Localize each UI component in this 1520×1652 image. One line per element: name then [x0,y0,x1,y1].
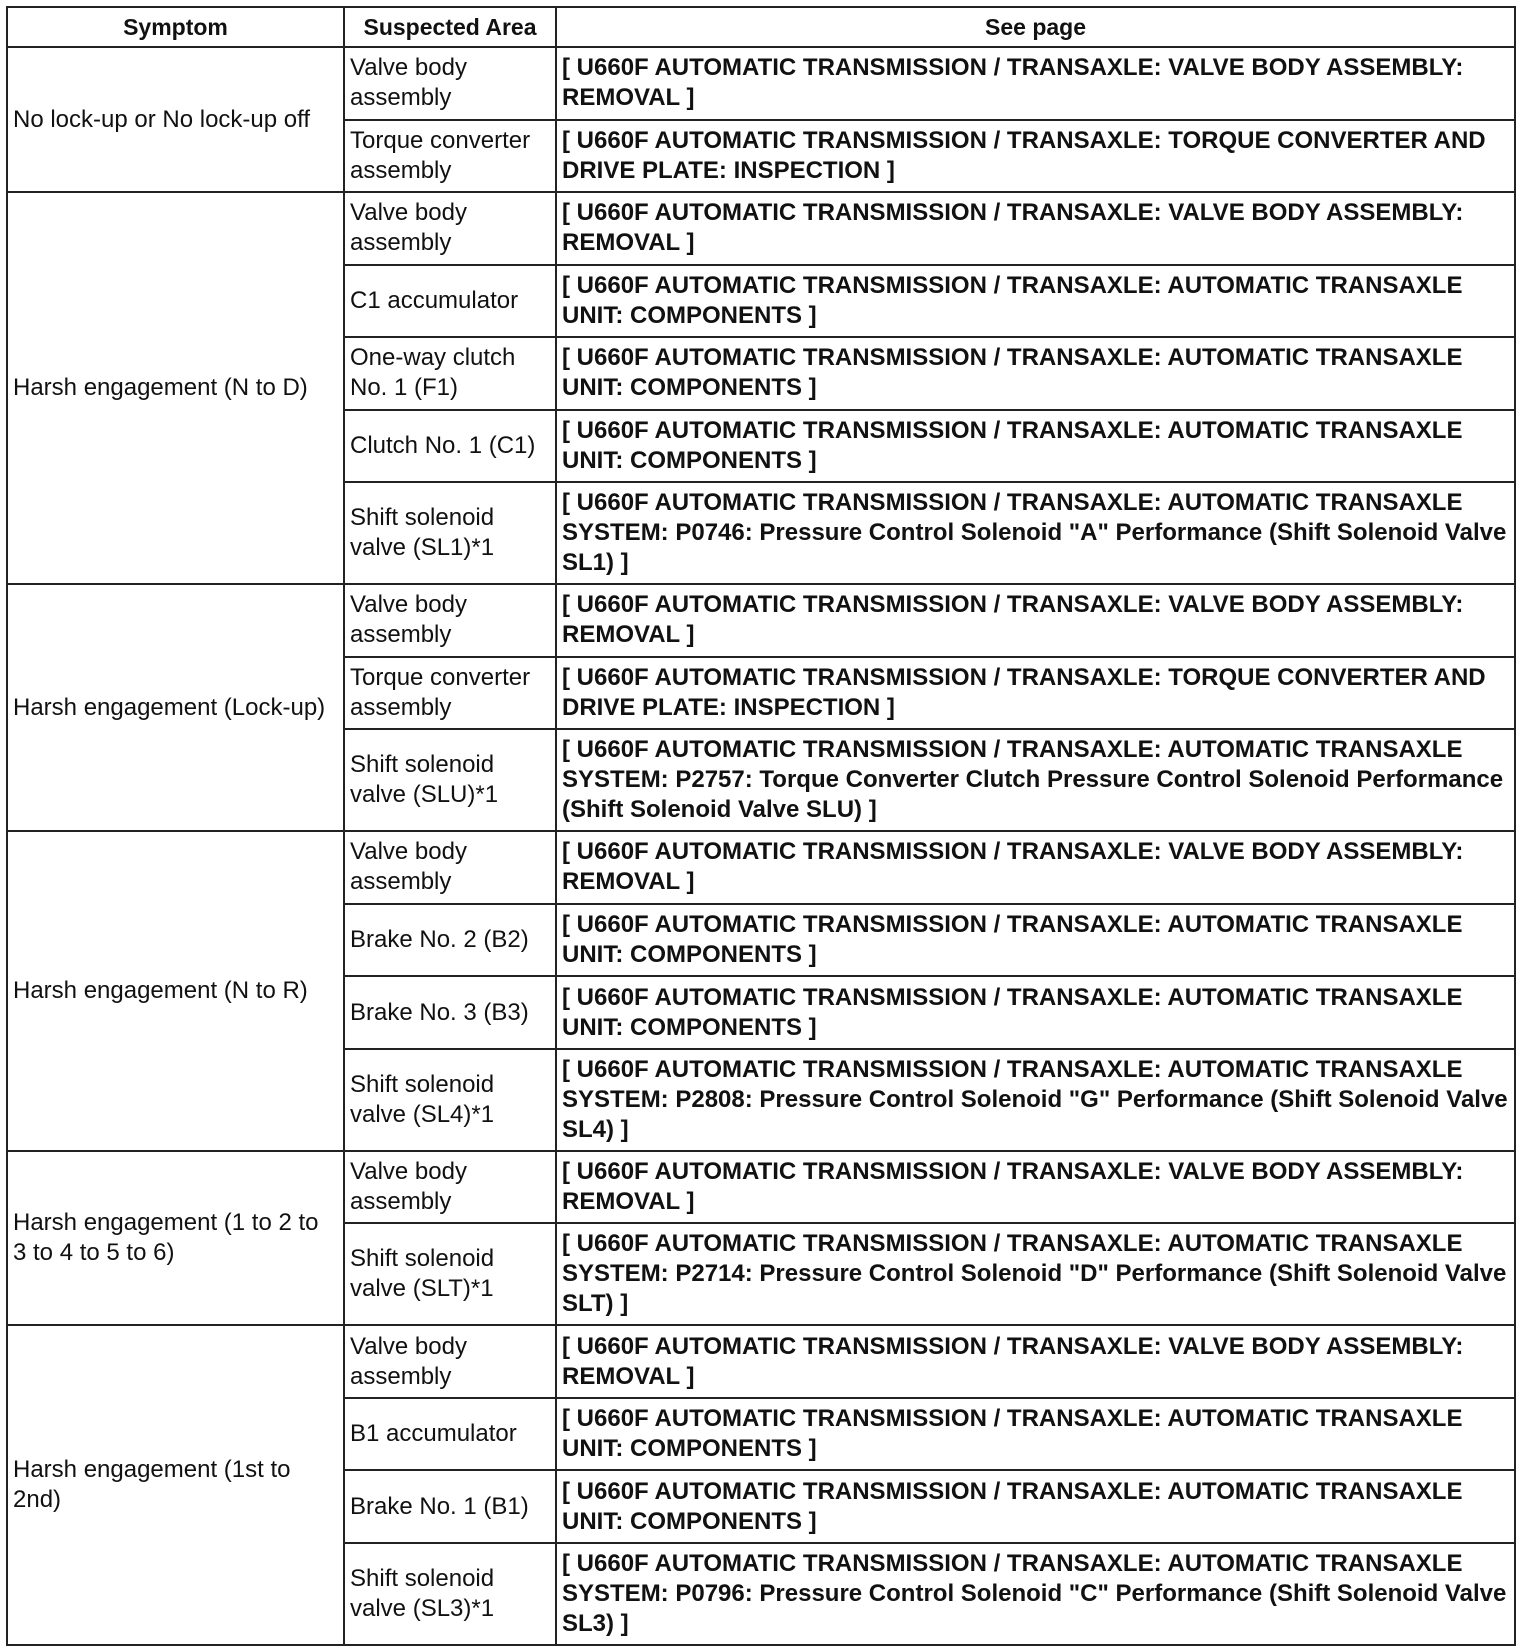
see-page-link[interactable]: [ U660F AUTOMATIC TRANSMISSION / TRANSAXLE: AUTOMATIC TRANSAXLE UNIT: COMPONENTS ] [556,1398,1515,1471]
column-header-symptom: Symptom [7,7,344,47]
suspected-area-cell: B1 accumulator [344,1398,556,1471]
see-page-link[interactable]: [ U660F AUTOMATIC TRANSMISSION / TRANSAXLE: AUTOMATIC TRANSAXLE UNIT: COMPONENTS ] [556,265,1515,338]
see-page-link[interactable]: [ U660F AUTOMATIC TRANSMISSION / TRANSAXLE: VALVE BODY ASSEMBLY: REMOVAL ] [556,1151,1515,1224]
suspected-area-cell: Brake No. 1 (B1) [344,1470,556,1543]
table-row [7,831,1515,904]
symptom-cell: Harsh engagement (N to D) [7,192,344,584]
see-page-link[interactable]: [ U660F AUTOMATIC TRANSMISSION / TRANSAXLE: AUTOMATIC TRANSAXLE SYSTEM: P0796: Pressure Control Solenoid "C" Performance (Shift Solenoid Valve SL3) ] [556,1543,1515,1645]
see-page-link[interactable]: [ U660F AUTOMATIC TRANSMISSION / TRANSAXLE: AUTOMATIC TRANSAXLE UNIT: COMPONENTS ] [556,410,1515,483]
suspected-area-cell: Brake No. 3 (B3) [344,976,556,1049]
see-page-link[interactable]: [ U660F AUTOMATIC TRANSMISSION / TRANSAXLE: TORQUE CONVERTER AND DRIVE PLATE: INSPECTION ] [556,657,1515,730]
suspected-area-cell: Clutch No. 1 (C1) [344,410,556,483]
suspected-area-cell: Torque converter assembly [344,120,556,193]
see-page-link[interactable]: [ U660F AUTOMATIC TRANSMISSION / TRANSAXLE: VALVE BODY ASSEMBLY: REMOVAL ] [556,584,1515,657]
table-body [7,47,1515,1645]
suspected-area-cell: Shift solenoid valve (SL4)*1 [344,1049,556,1151]
suspected-area-cell: Valve body assembly [344,192,556,265]
suspected-area-cell: Valve body assembly [344,1325,556,1398]
symptom-table [6,6,1516,1646]
suspected-area-cell: Valve body assembly [344,1151,556,1224]
suspected-area-cell: Valve body assembly [344,47,556,120]
see-page-link[interactable]: [ U660F AUTOMATIC TRANSMISSION / TRANSAXLE: AUTOMATIC TRANSAXLE SYSTEM: P2808: Pressure Control Solenoid "G" Performance (Shift Solenoid Valve SL4) ] [556,1049,1515,1151]
see-page-link[interactable]: [ U660F AUTOMATIC TRANSMISSION / TRANSAXLE: AUTOMATIC TRANSAXLE UNIT: COMPONENTS ] [556,904,1515,977]
see-page-link[interactable]: [ U660F AUTOMATIC TRANSMISSION / TRANSAXLE: VALVE BODY ASSEMBLY: REMOVAL ] [556,831,1515,904]
suspected-area-cell: C1 accumulator [344,265,556,338]
suspected-area-cell: Shift solenoid valve (SLT)*1 [344,1223,556,1325]
symptom-cell: No lock-up or No lock-up off [7,47,344,192]
suspected-area-cell: Shift solenoid valve (SL1)*1 [344,482,556,584]
column-header-see-page: See page [556,7,1515,47]
suspected-area-cell: Valve body assembly [344,584,556,657]
suspected-area-cell: Brake No. 2 (B2) [344,904,556,977]
table-row [7,192,1515,265]
table-row [7,1151,1515,1224]
column-header-suspected-area: Suspected Area [344,7,556,47]
see-page-link[interactable]: [ U660F AUTOMATIC TRANSMISSION / TRANSAXLE: AUTOMATIC TRANSAXLE UNIT: COMPONENTS ] [556,976,1515,1049]
symptom-cell: Harsh engagement (1st to 2nd) [7,1325,344,1645]
see-page-link[interactable]: [ U660F AUTOMATIC TRANSMISSION / TRANSAXLE: AUTOMATIC TRANSAXLE SYSTEM: P0746: Pressure Control Solenoid "A" Performance (Shift Solenoid Valve SL1) ] [556,482,1515,584]
suspected-area-cell: One-way clutch No. 1 (F1) [344,337,556,410]
table-row [7,584,1515,657]
suspected-area-cell: Shift solenoid valve (SLU)*1 [344,729,556,831]
table-header-row [7,7,1515,47]
see-page-link[interactable]: [ U660F AUTOMATIC TRANSMISSION / TRANSAXLE: AUTOMATIC TRANSAXLE SYSTEM: P2757: Torque Converter Clutch Pressure Control Solenoid Performance (Shift Solenoid Valve SLU) ] [556,729,1515,831]
symptom-cell: Harsh engagement (Lock-up) [7,584,344,831]
see-page-link[interactable]: [ U660F AUTOMATIC TRANSMISSION / TRANSAXLE: AUTOMATIC TRANSAXLE UNIT: COMPONENTS ] [556,1470,1515,1543]
table-row [7,47,1515,120]
symptom-cell: Harsh engagement (N to R) [7,831,344,1151]
see-page-link[interactable]: [ U660F AUTOMATIC TRANSMISSION / TRANSAXLE: AUTOMATIC TRANSAXLE SYSTEM: P2714: Pressure Control Solenoid "D" Performance (Shift Solenoid Valve SLT) ] [556,1223,1515,1325]
see-page-link[interactable]: [ U660F AUTOMATIC TRANSMISSION / TRANSAXLE: VALVE BODY ASSEMBLY: REMOVAL ] [556,1325,1515,1398]
suspected-area-cell: Torque converter assembly [344,657,556,730]
see-page-link[interactable]: [ U660F AUTOMATIC TRANSMISSION / TRANSAXLE: TORQUE CONVERTER AND DRIVE PLATE: INSPECTION ] [556,120,1515,193]
suspected-area-cell: Valve body assembly [344,831,556,904]
see-page-link[interactable]: [ U660F AUTOMATIC TRANSMISSION / TRANSAXLE: AUTOMATIC TRANSAXLE UNIT: COMPONENTS ] [556,337,1515,410]
table-row [7,1325,1515,1398]
symptom-cell: Harsh engagement (1 to 2 to 3 to 4 to 5 to 6) [7,1151,344,1326]
see-page-link[interactable]: [ U660F AUTOMATIC TRANSMISSION / TRANSAXLE: VALVE BODY ASSEMBLY: REMOVAL ] [556,192,1515,265]
see-page-link[interactable]: [ U660F AUTOMATIC TRANSMISSION / TRANSAXLE: VALVE BODY ASSEMBLY: REMOVAL ] [556,47,1515,120]
suspected-area-cell: Shift solenoid valve (SL3)*1 [344,1543,556,1645]
